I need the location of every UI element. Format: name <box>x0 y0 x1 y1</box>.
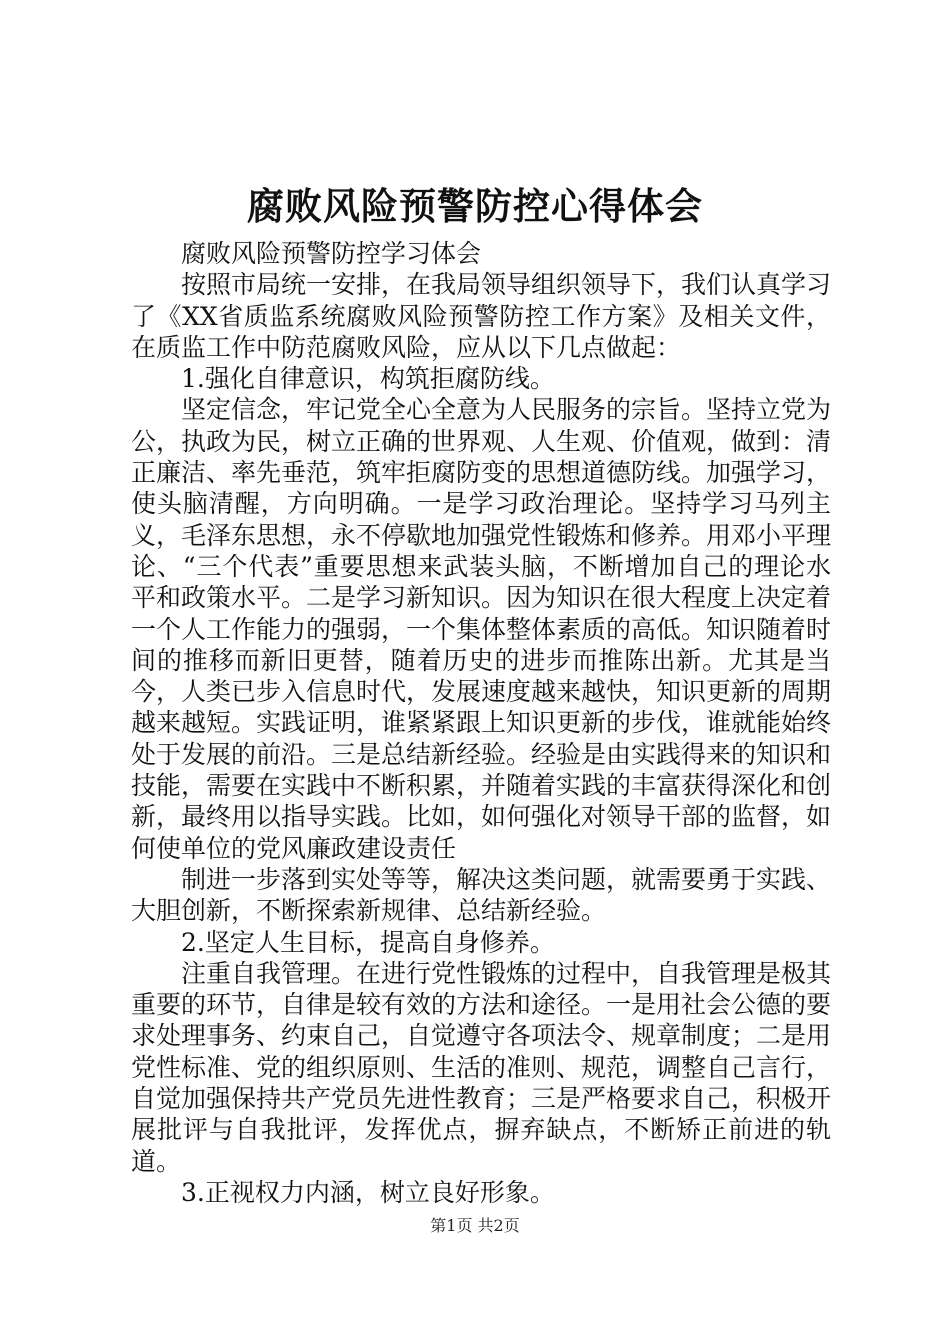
body-paragraph: 注重自我管理。在进行党性锻炼的过程中，自我管理是极其重要的环节，自律是较有效的方法和途径。一是用社会公德的要求处理事务、约束自己，自觉遵守各项法令、规章制度；二是用党性标准、党的组织原则、生活的准则、规范，调整自己言行，自觉加强保持共产党员先进性教育；三是严格要求自己，积极开展批评与自我批评，发挥优点，摒弃缺点，不断矫正前进的轨道。 <box>131 958 832 1176</box>
section-heading-2: 2.坚定人生目标，提高自身修养。 <box>181 927 555 957</box>
section-heading-3: 3.正视权力内涵，树立良好形象。 <box>181 1177 555 1207</box>
section-heading-1: 1.强化自律意识，构筑拒腐防线。 <box>181 364 555 394</box>
body-paragraph: 坚定信念，牢记党全心全意为人民服务的宗旨。坚持立党为公，执政为民，树立正确的世界观、人生观、价值观，做到：清正廉洁、率先垂范，筑牢拒腐防变的思想道德防线。加强学习，使头脑清醒，方向明确。一是学习政治理论。坚持学习马列主义，毛泽东思想，永不停歇地加强党性锻炼和修养。用邓小平理论、“三个代表”重要思想来武装头脑，不断增加自己的理论水平和政策水平。二是学习新知识。因为知识在很大程度上决定着一个人工作能力的强弱，一个集体整体素质的高低。知识随着时间的推移而新旧更替，随着历史的进步而推陈出新。尤其是当今，人类已步入信息时代，发展速度越来越快，知识更新的周期越来越短。实践证明，谁紧紧跟上知识更新的步伐，谁就能始终处于发展的前沿。三是总结新经验。经验是由实践得来的知识和技能，需要在实践中不断积累，并随着实践的丰富获得深化和创新，最终用以指导实践。比如，如何强化对领导干部的监督，如何使单位的党风廉政建设责任 <box>131 395 832 863</box>
body-paragraph: 制进一步落到实处等等，解决这类问题，就需要勇于实践、大胆创新，不断探索新规律、总结新经验。 <box>131 864 832 926</box>
intro-paragraph: 按照市局统一安排，在我局领导组织领导下，我们认真学习了《XX省质监系统腐败风险预警防控工作方案》及相关文件，在质监工作中防范腐败风险，应从以下几点做起： <box>131 270 832 362</box>
subtitle-paragraph: 腐败风险预警防控学习体会 <box>181 239 482 268</box>
document-body <box>131 238 831 1208</box>
page-number-footer: 第1页 共2页 <box>430 1216 520 1235</box>
document-title: 腐败风险预警防控心得体会 <box>247 184 703 228</box>
